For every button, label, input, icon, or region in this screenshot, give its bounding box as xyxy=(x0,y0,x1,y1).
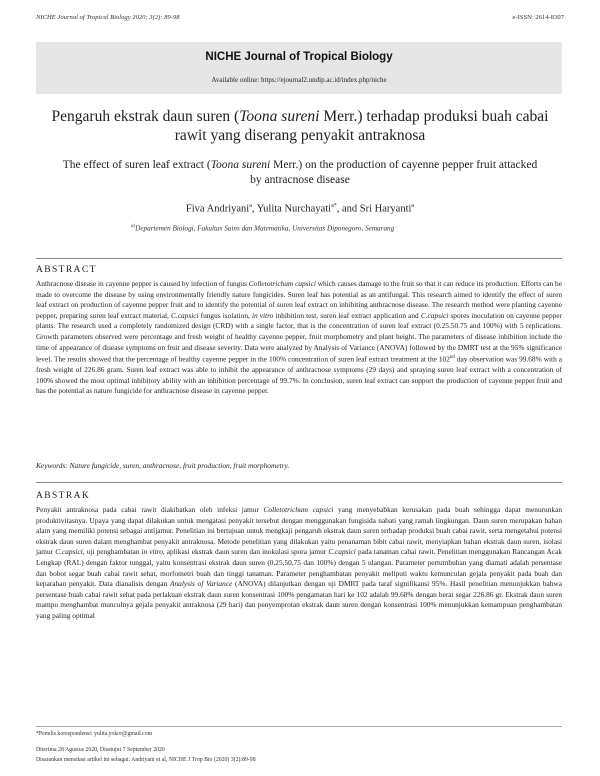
title-english: The effect of suren leaf extract (Toona sureni Merr.) on the production of cayenne pepper fruit attacked by antracnose disease xyxy=(62,159,538,186)
abstrak-heading: ABSTRAK xyxy=(36,491,91,501)
corresponding-author: *Penulis korespondensi: yulita.yokor@gmail.com xyxy=(36,731,153,737)
journal-name: NICHE Journal of Tropical Biology xyxy=(205,51,393,63)
abstract-heading: ABSTRACT xyxy=(36,265,97,275)
title-indonesian: Pengaruh ekstrak daun suren (Toona sureni Merr.) terhadap produksi buah cabai rawit yang diserang penyakit antraknosa xyxy=(51,108,549,144)
affiliation: $^{a)}$Departemen Biologi, Fakultas Sains dan Matematika, Universitas Diponegoro, Semarang xyxy=(131,224,395,233)
running-header-journal: NICHE Journal of Tropical Biology 2020; 3(2): 89-98 xyxy=(36,14,180,21)
received-dates: Diterima 28 Agustus 2020, Disetujui 7 September 2020 xyxy=(36,747,165,753)
author-list: Fiva Andriyani$^a$, Yulita Nurchayati$^{a*}$, and Sri Haryanti$^a$ xyxy=(185,203,415,215)
journal-url[interactable]: Available online: https://ejournal2.undip.ac.id/index.php/niche xyxy=(211,76,387,84)
divider-middle xyxy=(36,482,562,483)
abstract-english-text: Anthracnose disease in cayenne pepper is caused by infection of fungus Colletotrichum capsici which causes damage to the fruit so that it can reduce its production. Efforts can be made to overcome the disease by using environmentally friendly nature fungicides. Suren leaf has potential as an antifungal. This research aimed to identify the effect of suren leaf extract on production of cayenne pepper fruit and to identify the potential of suren leaf extract on inhibiting anthracnose disease. The research method were planting cayenne pepper, preparing suren leaf extract material, C.capsici fungus isolation, in vitro inhibition test, suren leaf extract application and C.capsici spores inoculation on cayenne pepper plants. The research used a completely randomized design (CRD) with a single factor, that is the concentration of suren leaf extract (0.25.50.75 and 100%) with 5 replications. Growth parameters observed were percentage and fresh weight of healthy cayenne pepper, fruit morphometry and plant height. The parameters of disease inhibition include the time of appearance of disease symptoms on fruit and disease severity. Data were analyzed by Analysis of Variance (ANOVA) followed by the DMRT test at the 95% significance level. The results showed that the percentage of healthy cayenne pepper in the 100% concentration of suren leaf extract treatment at the 102nd day observation was 99.68% with a fresh weight of 226.86 gram. Suren leaf extract was able to inhibit the appearance of anthracnose symptoms (29 days) and spraying suren leaf extract with a concentration of 100% showed the most optimal inhibitory ability with an inhibition percentage of 99.7%. In conclusion, suren leaf extract can support the production of cayenne pepper fruit and has the potential as nature fungicide for anthracnose disease in cayenne pepper. xyxy=(36,279,562,396)
footnote-divider xyxy=(36,726,562,727)
abstract-indonesian-text: Penyakit antraknosa pada cabai rawit diakibatkan oleh infeksi jamur Colletotrichum capsici yang menyebabkan kerusakan pada buah sehingga dapat menurunkan produktivitasnya. Upaya yang dapat dilakukan untuk mengatasi penyakit tersebut dengan menggunakan fungisida nabati yang ramah lingkungan. Daun suren merupakan bahan alam yang memiliki potensi sebagai antijamur. Penelitian ini bertujuan untuk mengkaji pengaruh ekstrak daun suren terhadap produksi buah cabai rawit, serta mengetahui potensi ekstrak daun suren dalam menghambat penyakit antraknosa. Metode penelitian yang dilakukan yaitu penanaman bibit cabai rawit, menyiapkan bahan ekstrak daun suren, isolasi jamur C.capsici, uji penghambatan in vitro, aplikasi ekstrak daun suren dan inokulasi spora jamur C.capsici pada tanaman cabai rawit. Penelitian menggunakan Rancangan Acak Lengkap (RAL) dengan faktor tunggal, yaitu konsentrasi ekstrak daun suren (0,25,50,75 dan 100%) dengan 5 ulangan. Parameter pertumbuhan yang diamati adalah persentase dan bobot segar buah cabai rawit sehat, morfometri buah dan tinggi tanaman. Parameter penghambatan penyakit meliputi waktu kemunculan gejala penyakit pada buah dan keparahan penyakit. Data dianalisis dengan Analysis of Variance (ANOVA) dilanjutkan dengan uji DMRT pada taraf signifikansi 95%. Hasil penelitian menunjukkan bahwa persentase buah cabai rawit sehat pada perlakuan ekstrak daun suren konsentrasi 100% pengamatan hari ke 102 adalah 99.68% dengan berat segar 226.86 gr. Ekstrak daun suren mampu menghambat munculnya gejala penyakit antraknosa (29 hari) dan penyemprotan ekstrak daun suren dengan konsentrasi 100% menunjukkan kemampuan penghambatan yang paling optimal xyxy=(36,505,563,620)
keywords: Keywords: Nature fungicide, suren, anthracnose, fruit production, fruit morphometry. xyxy=(36,461,290,470)
citation-suggestion: Disarankan mensitasi artikel ini sebagai: Andriyani et al, NICHE J Trop Bio (2020) 3(2):89-98 xyxy=(36,757,256,763)
running-header-issn: e-ISSN: 2614-8307 xyxy=(512,14,564,21)
divider-top xyxy=(36,258,562,259)
journal-banner xyxy=(36,42,562,94)
